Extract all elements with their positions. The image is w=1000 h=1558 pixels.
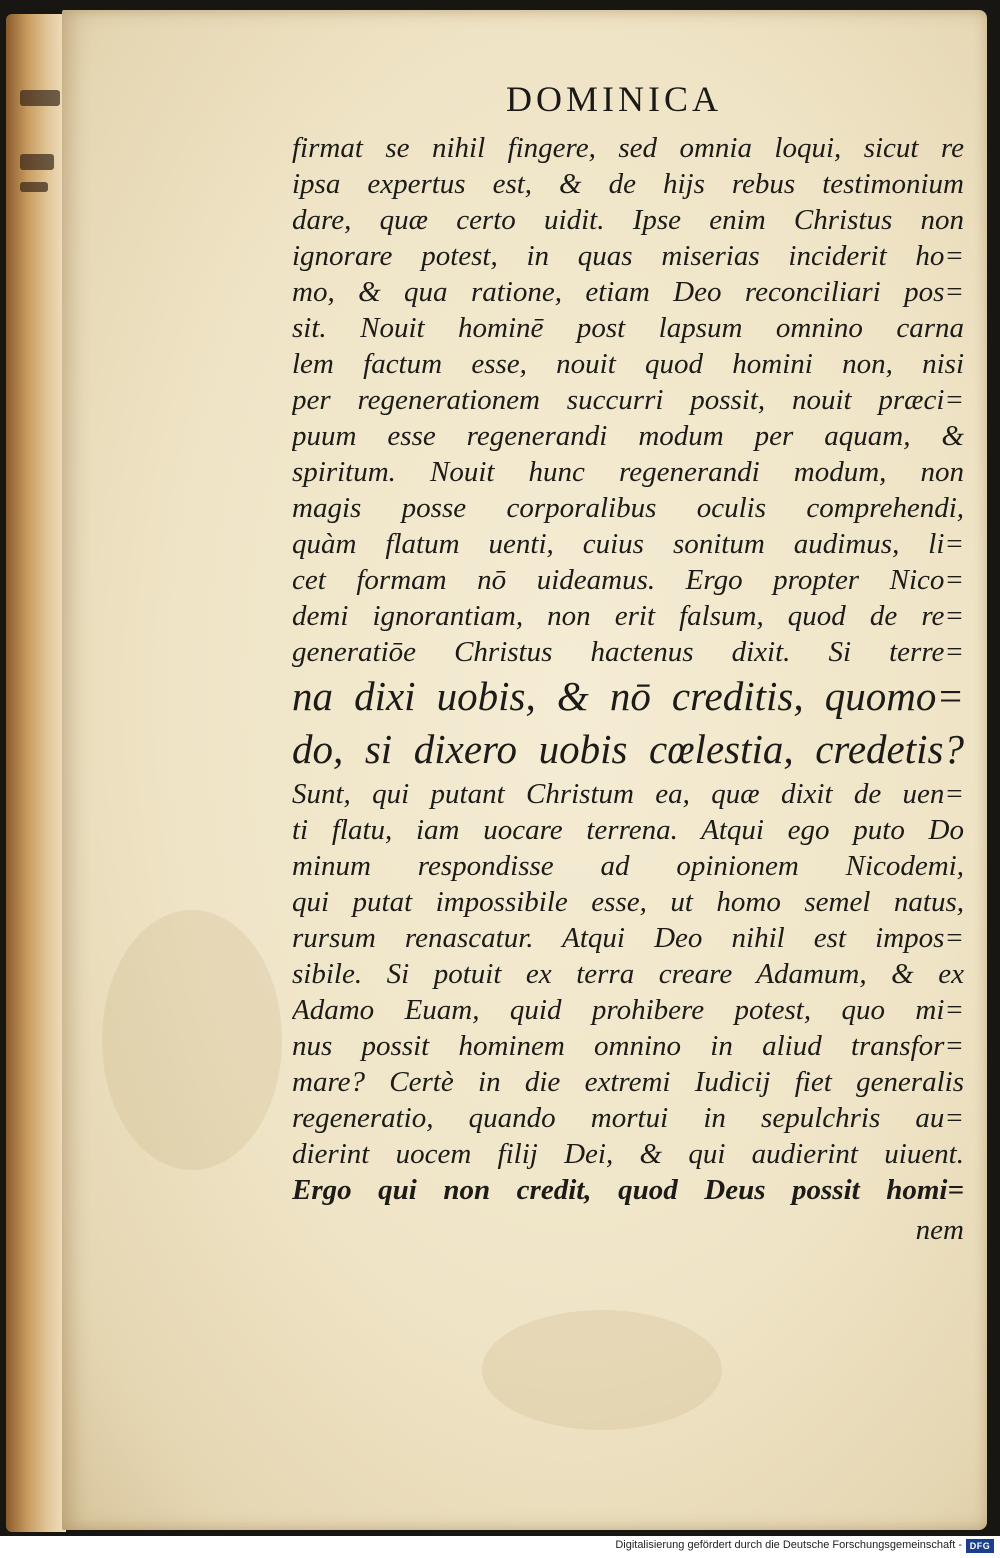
text-line: Sunt, qui putant Christum ea, quæ dixit de uen= [292, 778, 964, 810]
text-line: qui putat impossibile esse, ut homo semel natus, [292, 886, 964, 918]
text-line: na dixi uobis, & nō creditis, quomo= [292, 673, 964, 719]
text-line: ti flatu, iam uocare terrena. Atqui ego puto Do [292, 814, 964, 846]
page-fore-edge [6, 14, 66, 1532]
text-line: magis posse corporalibus oculis comprehendi, [292, 492, 964, 524]
text-block [292, 130, 964, 1248]
text-line: minum respondisse ad opinionem Nicodemi, [292, 850, 964, 882]
text-line: puum esse regenerandi modum per aquam, & [292, 420, 964, 452]
text-line: dare, quæ certo uidit. Ipse enim Christus non [292, 204, 964, 236]
text-line: lem factum esse, nouit quod homini non, nisi [292, 348, 964, 380]
text-line: sibile. Si potuit ex terra creare Adamum, & ex [292, 958, 964, 990]
text-line: regeneratio, quando mortui in sepulchris au= [292, 1102, 964, 1134]
funding-credit: Digitalisierung gefördert durch die Deutsche Forschungsgemeinschaft - [615, 1539, 962, 1551]
catchword: nem [915, 1214, 964, 1246]
text-line: rursum renascatur. Atqui Deo nihil est impos= [292, 922, 964, 954]
footer-bar [0, 1536, 1000, 1558]
dfg-logo: DFG [966, 1539, 994, 1553]
text-line: nus possit hominem omnino in aliud transfor= [292, 1030, 964, 1062]
text-line: ipsa expertus est, & de hijs rebus testimonium [292, 168, 964, 200]
text-line: mo, & qua ratione, etiam Deo reconciliari pos= [292, 276, 964, 308]
edge-ink-mark [20, 90, 60, 106]
paper-stain [102, 910, 282, 1170]
text-line: cet formam nō uideamus. Ergo propter Nico= [292, 564, 964, 596]
edge-ink-mark [20, 182, 48, 192]
text-line: spiritum. Nouit hunc regenerandi modum, non [292, 456, 964, 488]
edge-ink-mark [20, 154, 54, 170]
text-line: sit. Nouit hominē post lapsum omnino carna [292, 312, 964, 344]
paper-stain [482, 1310, 722, 1430]
text-line: per regenerationem succurri possit, nouit præci= [292, 384, 964, 416]
text-line: do, si dixero uobis cœlestia, credetis? [292, 726, 964, 772]
text-line: dierint uocem filij Dei, & qui audierint uiuent. [292, 1138, 964, 1170]
text-line: demi ignorantiam, non erit falsum, quod de re= [292, 600, 964, 632]
text-line: Ergo qui non credit, quod Deus possit homi= [292, 1174, 964, 1206]
text-line: quàm flatum uenti, cuius sonitum audimus, li= [292, 528, 964, 560]
text-line: Adamo Euam, quid prohibere potest, quo mi= [292, 994, 964, 1026]
text-line: ignorare potest, in quas miserias inciderit ho= [292, 240, 964, 272]
text-line: firmat se nihil fingere, sed omnia loqui, sicut re [292, 132, 964, 164]
running-head: DOMINICA [506, 79, 722, 119]
text-line: mare? Certè in die extremi Iudicij fiet generalis [292, 1066, 964, 1098]
text-line: generatiōe Christus hactenus dixit. Si terre= [292, 636, 964, 668]
